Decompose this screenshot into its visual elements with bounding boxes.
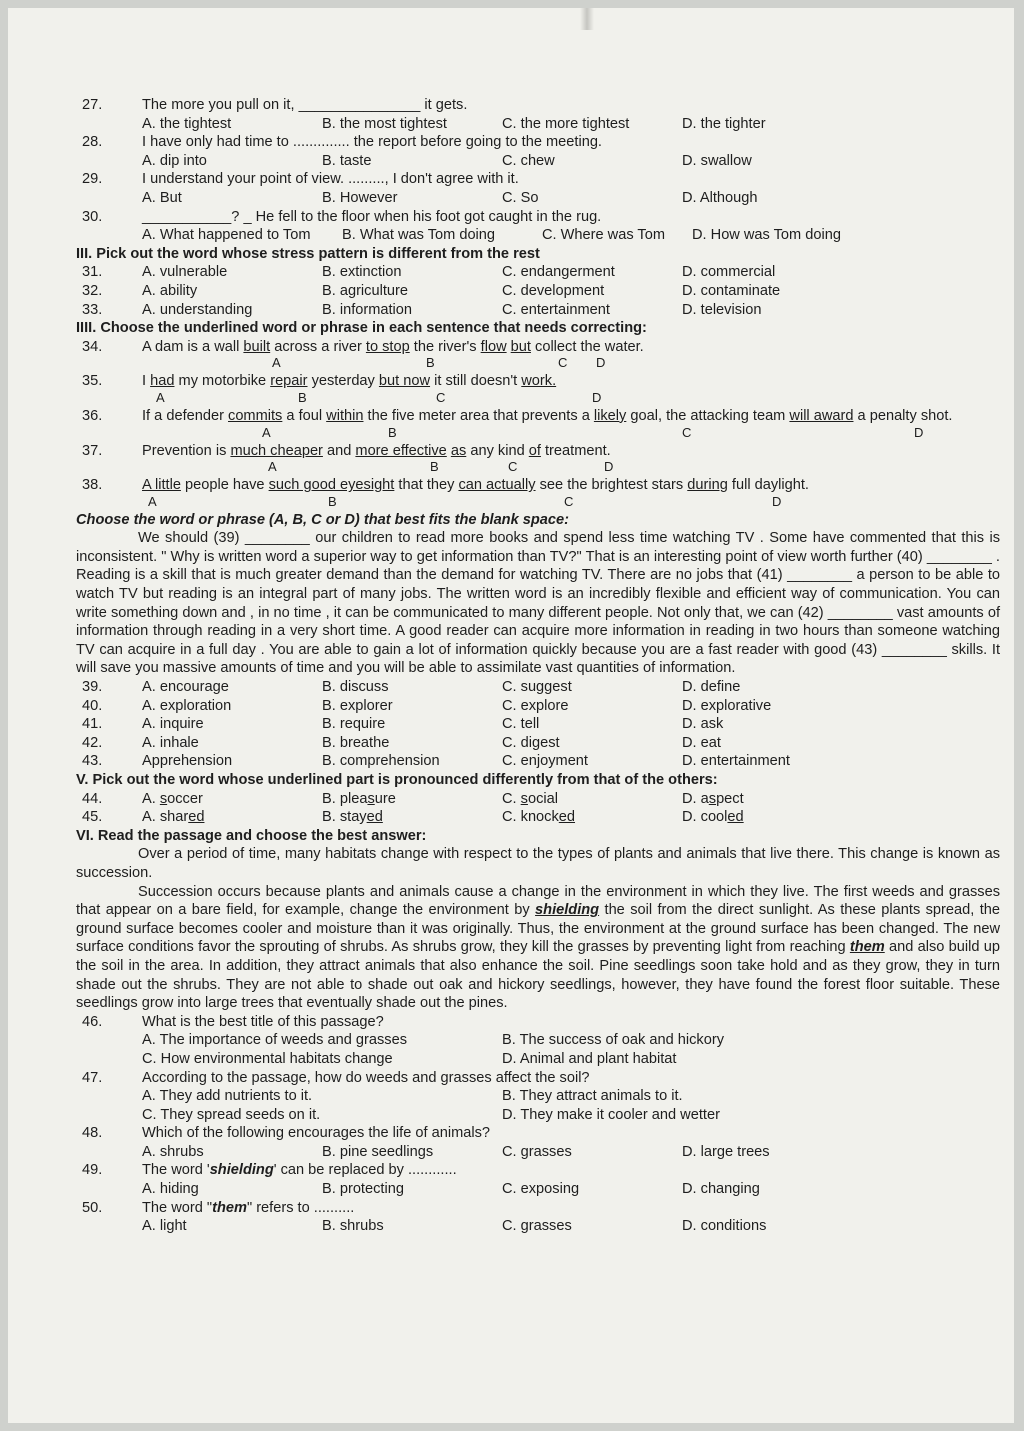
- option-b: B. taste: [322, 152, 372, 169]
- options-29: [76, 189, 1000, 208]
- option-c: C. suggest: [502, 679, 572, 696]
- keyword: shielding: [209, 1162, 274, 1179]
- question-number: 31.: [82, 264, 103, 281]
- section-5-heading: V. Pick out the word whose underlined part is pronounced differently from that of the others:: [76, 772, 718, 788]
- option-c: C. explore: [502, 697, 569, 714]
- option-b: B. pleasure: [322, 790, 396, 807]
- underlined-a: commits: [228, 407, 283, 424]
- option-d: D. define: [682, 679, 741, 696]
- option-a: A. shared: [142, 809, 205, 826]
- question-43: [76, 752, 1000, 771]
- question-27: 27. The more you pull on it, _______________ it gets.: [82, 97, 468, 113]
- underlined-d: during: [687, 477, 728, 494]
- option-a: A. inhale: [142, 734, 199, 751]
- section-4-heading: IIII. Choose the underlined word or phrase in each sentence that needs correcting:: [76, 320, 647, 337]
- question-38: 38. A little people have such good eyesight that they can actually see the brightest stars during full daylight.: [82, 477, 809, 494]
- reading-paragraph-2: Succession occurs because plants and animals cause a change in the environment in which they live. The first weeds and grasses that appear on a bare field, for example, change the environment by shielding the soil from the direct sunlight. As these plants spread, the ground surface becomes cooler and moisture than it was originally. Thus, the environment at the ground surface has been changed. The new surface conditions favor the sprouting of shrubs. As shrubs grow, they kill the grasses by preventing light from reaching them and also build up the soil in the area. In addition, they attract animals that also enhance the soil. Pine seedlings soon take hold and as they grow, they in turn shade out the shrubs. They are not able to shade out oak and hickory seedlings, however, they have found the forest floor suitable. These seedlings grow into large trees that eventually shade out the pines.: [76, 883, 1001, 1012]
- option-a: A. vulnerable: [142, 264, 228, 281]
- options-28: [76, 152, 1000, 171]
- question-number: 30.: [82, 208, 103, 225]
- option-a: A. The importance of weeds and grasses: [142, 1032, 407, 1049]
- underlined-d: but: [510, 338, 531, 355]
- question-30: 30. ___________? _ He fell to the floor when his foot got caught in the rug.: [82, 208, 602, 225]
- question-number: 38.: [82, 477, 103, 494]
- question-number: 42.: [82, 734, 103, 751]
- option-b: B. What was Tom doing: [342, 227, 496, 244]
- question-number: 47.: [82, 1069, 103, 1086]
- cloze-passage: We should (39) ________ our children to read more books and spend less time watching TV . Some have commented that this is inconsistent. " Why is written word a superior way to get information than TV?" That is an interesting point of view worth further (40) ________ . Reading is a skill that is much greater demand than the demand for watching TV. There are no jobs that (41) ________ a person to be able to watch TV but reading is an integral part of many jobs. The written word is an incredibly flexible and efficient way of communication. You can write something down and , in no time , it can be communicated to many different people. Not only that, we can (42) ________ vast amounts of information through reading in a very short time. A good reader can acquire more information in reading in two hours than someone watching TV can acquire in a full day . You are able to gain a lot of information quickly because you are a fast reader with good (43) ________ skills. It will save you massive amounts of time and you will be able to assimilate vast quantities of information.: [76, 530, 1000, 677]
- question-42: [76, 734, 1000, 753]
- option-a: A. understanding: [142, 301, 253, 318]
- question-number: 33.: [82, 301, 103, 318]
- question-33: [76, 301, 1000, 320]
- option-a: A. encourage: [142, 679, 229, 696]
- option-c: C. grasses: [502, 1143, 572, 1160]
- option-a: Apprehension: [142, 753, 233, 770]
- question-number: 34.: [82, 338, 103, 355]
- option-c: C. the more tightest: [502, 115, 630, 132]
- option-b: B. information: [322, 301, 413, 318]
- option-b: B. pine seedlings: [322, 1143, 434, 1160]
- option-b: B. require: [322, 716, 386, 733]
- exam-sheet: [8, 8, 1014, 1423]
- option-d: D. television: [682, 301, 762, 318]
- question-39: [76, 678, 1000, 697]
- option-d: D. They make it cooler and wetter: [502, 1106, 720, 1123]
- option-d: D. cooled: [682, 809, 744, 826]
- question-40: [76, 697, 1000, 716]
- option-a: A. shrubs: [142, 1143, 204, 1160]
- option-c: C. They spread seeds on it.: [142, 1106, 321, 1123]
- option-c: C. exposing: [502, 1181, 580, 1198]
- question-number: 44.: [82, 790, 103, 807]
- option-a: A. dip into: [142, 152, 207, 169]
- answer-letters-34: A B C D: [272, 355, 606, 371]
- option-b: B. The success of oak and hickory: [502, 1032, 724, 1049]
- option-d: D. the tighter: [682, 115, 766, 132]
- option-b: B. comprehension: [322, 753, 440, 770]
- options-50: [76, 1217, 1000, 1236]
- option-c: C. entertainment: [502, 301, 610, 318]
- question-number: 37.: [82, 442, 103, 459]
- underlined-a: much cheaper: [230, 442, 323, 459]
- option-b: B. agriculture: [322, 282, 408, 299]
- exam-content: [76, 96, 1000, 1236]
- option-b: B. shrubs: [322, 1218, 384, 1235]
- underlined-b: to stop: [365, 338, 410, 355]
- question-number: 29.: [82, 171, 103, 188]
- underlined-b: more effective: [355, 442, 447, 459]
- underlined-d: of: [528, 442, 541, 459]
- keyword: them: [212, 1199, 247, 1216]
- question-36: 36. If a defender commits a foul within the five meter area that prevents a likely goal, the attacking team will award a penalty shot.: [82, 407, 953, 424]
- question-number: 36.: [82, 407, 103, 424]
- option-c: C. Where was Tom: [542, 227, 665, 244]
- question-35: 35. I had my motorbike repair yesterday but now it still doesn't work.: [82, 373, 557, 390]
- option-b: B. extinction: [322, 264, 402, 281]
- question-48: 48. Which of the following encourages the life of animals?: [82, 1125, 491, 1142]
- question-41: [76, 715, 1000, 734]
- section-6-heading: VI. Read the passage and choose the best answer:: [76, 827, 427, 844]
- option-d: D. aspect: [682, 790, 744, 807]
- option-c: C. knocked: [502, 809, 576, 826]
- option-a: A. inquire: [142, 716, 204, 733]
- option-a: A. light: [142, 1218, 187, 1235]
- option-a: A. the tightest: [142, 115, 232, 132]
- underlined-a: had: [150, 373, 175, 390]
- option-c: C. social: [502, 790, 558, 807]
- option-c: C. How environmental habitats change: [142, 1050, 393, 1067]
- option-d: D. explorative: [682, 697, 772, 714]
- option-b: B. stayed: [322, 809, 383, 826]
- option-b: B. discuss: [322, 679, 389, 696]
- option-b: B. However: [322, 189, 398, 206]
- reading-paragraph-1: Over a period of time, many habitats change with respect to the types of plants and animals that live there. This change is known as succession.: [76, 846, 1000, 881]
- question-number: 28.: [82, 134, 103, 151]
- option-c: C. So: [502, 189, 539, 206]
- options-47: [76, 1087, 1000, 1106]
- question-45: [76, 808, 1000, 827]
- option-c: C. grasses: [502, 1218, 572, 1235]
- option-a: A. They add nutrients to it.: [142, 1088, 313, 1105]
- question-number: 41.: [82, 716, 103, 733]
- question-46: 46. What is the best title of this passage?: [82, 1013, 384, 1030]
- option-a: A. exploration: [142, 697, 232, 714]
- question-47: 47. According to the passage, how do weeds and grasses affect the soil?: [82, 1069, 590, 1086]
- option-c: C. enjoyment: [502, 753, 588, 770]
- option-d: D. ask: [682, 716, 724, 733]
- underlined-c: but now: [378, 373, 431, 390]
- underlined-a: built: [243, 338, 271, 355]
- option-d: D. large trees: [682, 1143, 770, 1160]
- option-d: D. conditions: [682, 1218, 767, 1235]
- option-b: B. breathe: [322, 734, 390, 751]
- question-number: 43.: [82, 753, 103, 770]
- option-d: D. entertainment: [682, 753, 790, 770]
- underlined-d: work.: [521, 373, 557, 390]
- answer-letters-35: A B C D: [156, 389, 602, 405]
- option-d: D. commercial: [682, 264, 776, 281]
- question-49: 49. The word 'shielding' can be replaced by ............: [82, 1162, 457, 1179]
- question-number: 32.: [82, 282, 103, 299]
- option-d: D. eat: [682, 734, 721, 751]
- underlined-b: such good eyesight: [268, 477, 395, 494]
- question-number: 45.: [82, 809, 103, 826]
- option-a: A. hiding: [142, 1181, 199, 1198]
- question-number: 40.: [82, 697, 103, 714]
- underlined-b: repair: [270, 373, 308, 390]
- option-b: B. protecting: [322, 1181, 404, 1198]
- option-b: B. explorer: [322, 697, 393, 714]
- question-number: 48.: [82, 1125, 103, 1142]
- section-3-heading: III. Pick out the word whose stress pattern is different from the rest: [76, 245, 540, 262]
- underlined-c: likely: [593, 407, 627, 424]
- question-50: 50. The word "them" refers to ..........: [82, 1199, 355, 1216]
- underlined-b: within: [326, 407, 364, 424]
- underlined-c: flow: [480, 338, 507, 355]
- answer-letters-36: A B C D: [262, 424, 924, 440]
- options-49: [76, 1180, 1000, 1199]
- underlined-c: as: [450, 442, 467, 459]
- option-a: A. What happened to Tom: [142, 227, 311, 244]
- option-d: D. changing: [682, 1181, 760, 1198]
- question-37: 37. Prevention is much cheaper and more effective as any kind of treatment.: [82, 442, 611, 459]
- question-29: 29. I understand your point of view. ........., I don't agree with it.: [82, 171, 519, 188]
- question-31: [76, 263, 1000, 282]
- option-d: D. swallow: [682, 152, 752, 169]
- question-28: 28. I have only had time to .............. the report before going to the meeting.: [82, 134, 602, 151]
- option-d: D. Although: [682, 189, 758, 206]
- cloze-heading: Choose the word or phrase (A, B, C or D) that best fits the blank space:: [76, 511, 570, 528]
- paper-fold: [580, 8, 594, 30]
- options-30: [76, 226, 1000, 245]
- option-a: A. soccer: [142, 790, 203, 807]
- question-number: 49.: [82, 1162, 103, 1179]
- option-a: A. But: [142, 189, 182, 206]
- question-34: 34. A dam is a wall built across a river to stop the river's flow but collect the water.: [82, 338, 644, 355]
- options-48: [76, 1143, 1000, 1162]
- keyword-shielding: shielding: [535, 902, 600, 919]
- option-c: C. tell: [502, 716, 540, 733]
- keyword-them: them: [849, 939, 885, 956]
- option-c: C. digest: [502, 734, 560, 751]
- question-44: [76, 790, 1000, 809]
- options-46: [76, 1031, 1000, 1050]
- question-number: 27.: [82, 97, 103, 113]
- option-c: C. endangerment: [502, 264, 615, 281]
- option-c: C. chew: [502, 152, 555, 169]
- underlined-a: A little: [142, 477, 181, 494]
- question-number: 46.: [82, 1013, 103, 1030]
- option-d: D. How was Tom doing: [692, 227, 841, 244]
- answer-letters-37: A B C D: [268, 459, 614, 475]
- options-27: [76, 115, 1000, 134]
- option-b: B. the most tightest: [322, 115, 447, 132]
- option-d: D. Animal and plant habitat: [502, 1050, 677, 1067]
- question-number: 39.: [82, 679, 103, 696]
- underlined-c: can actually: [458, 477, 536, 494]
- option-b: B. They attract animals to it.: [502, 1088, 683, 1105]
- question-number: 50.: [82, 1199, 103, 1216]
- answer-letters-38: A B C D: [148, 493, 782, 509]
- option-a: A. ability: [142, 282, 198, 299]
- option-c: C. development: [502, 282, 605, 299]
- underlined-d: will award: [789, 407, 854, 424]
- question-number: 35.: [82, 373, 103, 390]
- option-d: D. contaminate: [682, 282, 781, 299]
- question-32: [76, 282, 1000, 301]
